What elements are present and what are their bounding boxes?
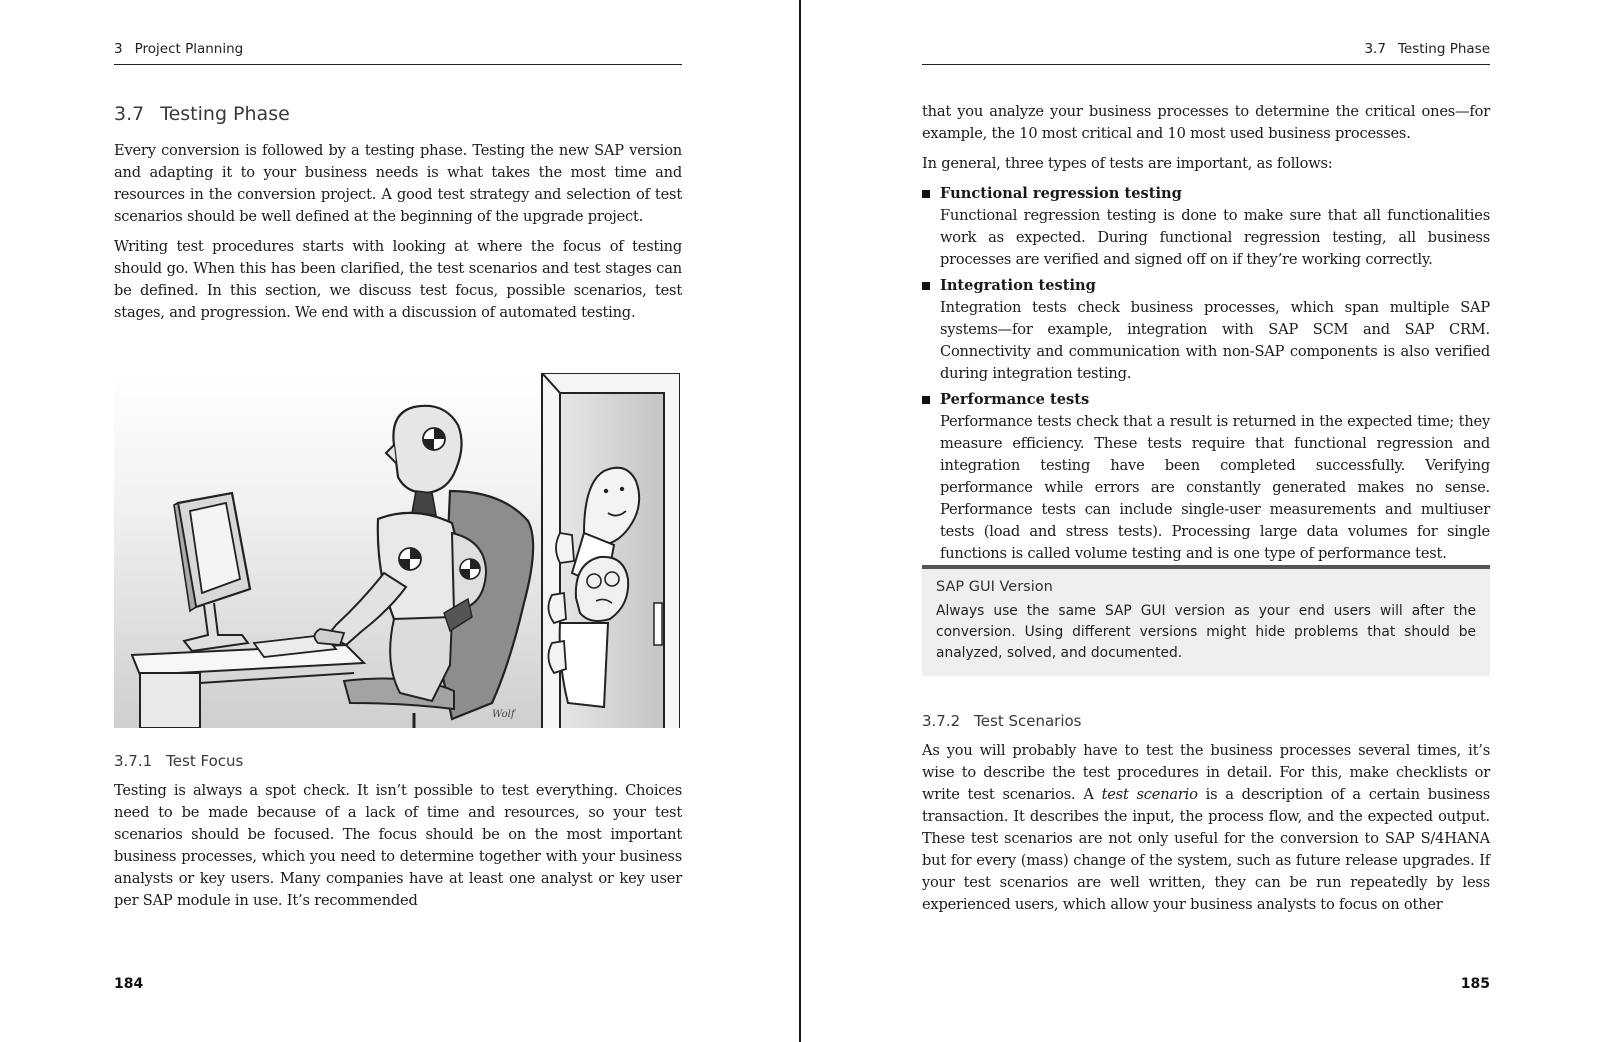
list-item — [922, 389, 1490, 565]
list-item-description: Integration tests check business processes, which span multiple SAP systems—for example, integration with SAP SCM and SAP CRM. Connectivity and communication with non-SAP components is also verified during integration testing. — [940, 299, 1490, 382]
paragraph: that you analyze your business processes to determine the critical ones—for example, the 10 most critical and 10 most used business processes. — [922, 103, 1490, 142]
list-item-description: Performance tests check that a result is returned in the expected time; they measure efficiency. These tests require that functional regression and integration testing have been completed successfully. Verifying performance while errors are constantly generated makes no sense. Performance tests can include single-user measurements and multiuser tests (load and stress tests). Processing large data volumes for single functions is called volume testing and is one type of performance test. — [940, 413, 1490, 562]
paragraph: Every conversion is followed by a testing phase. Testing the new SAP version and adapting it to your business needs is what takes the most time and resources in the conversion project. A good test strategy and selection of test scenarios should be well defined at the beginning of the upgrade project. — [114, 142, 682, 225]
test-focus-section — [114, 752, 682, 920]
section-number: 3.7 — [114, 103, 145, 125]
note-title: SAP GUI Version — [936, 579, 1053, 595]
intro-text — [114, 140, 682, 332]
list-item — [922, 183, 1490, 271]
crash-test-dummy-illustration — [114, 373, 680, 728]
bullet-square-icon — [922, 396, 930, 404]
running-head-right — [922, 40, 1490, 65]
section-title: Testing Phase — [160, 103, 290, 125]
emphasized-term: test scenario — [1101, 786, 1198, 803]
page-number: 185 — [1460, 976, 1490, 992]
subsection-number: 3.7.2 — [922, 712, 961, 730]
note-text: Always use the same SAP GUI version as your end users will after the conversion. Using different versions might hide problems that should be analyzed, solved, and documented. — [936, 603, 1476, 661]
illustration-signature: Wolf — [492, 709, 515, 720]
paragraph-text: is a description of a certain business transaction. It describes the input, the process flow, and the expected output. These test scenarios are not only useful for the conversion to SAP S/4HANA but for every (mass) change of the system, such as future release upgrades. If your test scenarios are well written, they can be run repeatedly by less experienced users, which allow your business analysts to focus on other — [922, 786, 1491, 913]
subsection-heading — [114, 752, 682, 770]
section-heading — [114, 103, 290, 125]
paragraph: In general, three types of tests are important, as follows: — [922, 155, 1333, 172]
subsection-title: Test Focus — [166, 752, 244, 770]
subsection-heading — [922, 712, 1490, 730]
chapter-title: Project Planning — [134, 41, 244, 57]
right-page — [922, 0, 1490, 1042]
test-types-list — [922, 183, 1490, 565]
list-item-term: Performance tests — [940, 391, 1090, 408]
paragraph: Testing is always a spot check. It isn’t possible to test everything. Choices need to be made because of a lack of time and resources, so your test scenarios should be focused. The focus should be on the most important business processes, which you need to determine together with your business analysts or key users. Many companies have at least one analyst or key user per SAP module in use. It’s recommended — [114, 782, 682, 909]
subsection-title: Test Scenarios — [974, 712, 1082, 730]
test-types-text — [922, 101, 1490, 573]
bullet-square-icon — [922, 190, 930, 198]
section-title: Testing Phase — [1397, 41, 1490, 57]
chapter-number: 3 — [114, 41, 123, 57]
left-page — [114, 0, 682, 1042]
book-spine — [799, 0, 801, 1042]
paragraph-text: As you will probably have to test the business processes several times, it’s wise to describe the test procedures in detail. For this, make checklists or write test scenarios. A — [922, 742, 1490, 803]
note-box — [922, 565, 1490, 676]
bullet-square-icon — [922, 282, 930, 290]
test-scenarios-section — [922, 712, 1490, 924]
list-item-description: Functional regression testing is done to make sure that all functionalities work as expected. During functional regression testing, all business processes are verified and signed off on if they’re working correctly. — [940, 207, 1490, 268]
list-item-term: Integration testing — [940, 277, 1096, 294]
subsection-number: 3.7.1 — [114, 752, 153, 770]
paragraph: Writing test procedures starts with looking at where the focus of testing should go. When this has been clarified, the test scenarios and test stages can be defined. In this section, we discuss test focus, possible scenarios, test stages, and progression. We end with a discussion of automated testing. — [114, 238, 682, 321]
page-number: 184 — [114, 976, 144, 992]
paragraph — [922, 740, 1490, 916]
section-number: 3.7 — [1364, 41, 1386, 57]
list-item-term: Functional regression testing — [940, 185, 1182, 202]
list-item — [922, 275, 1490, 385]
running-head-left — [114, 40, 682, 65]
